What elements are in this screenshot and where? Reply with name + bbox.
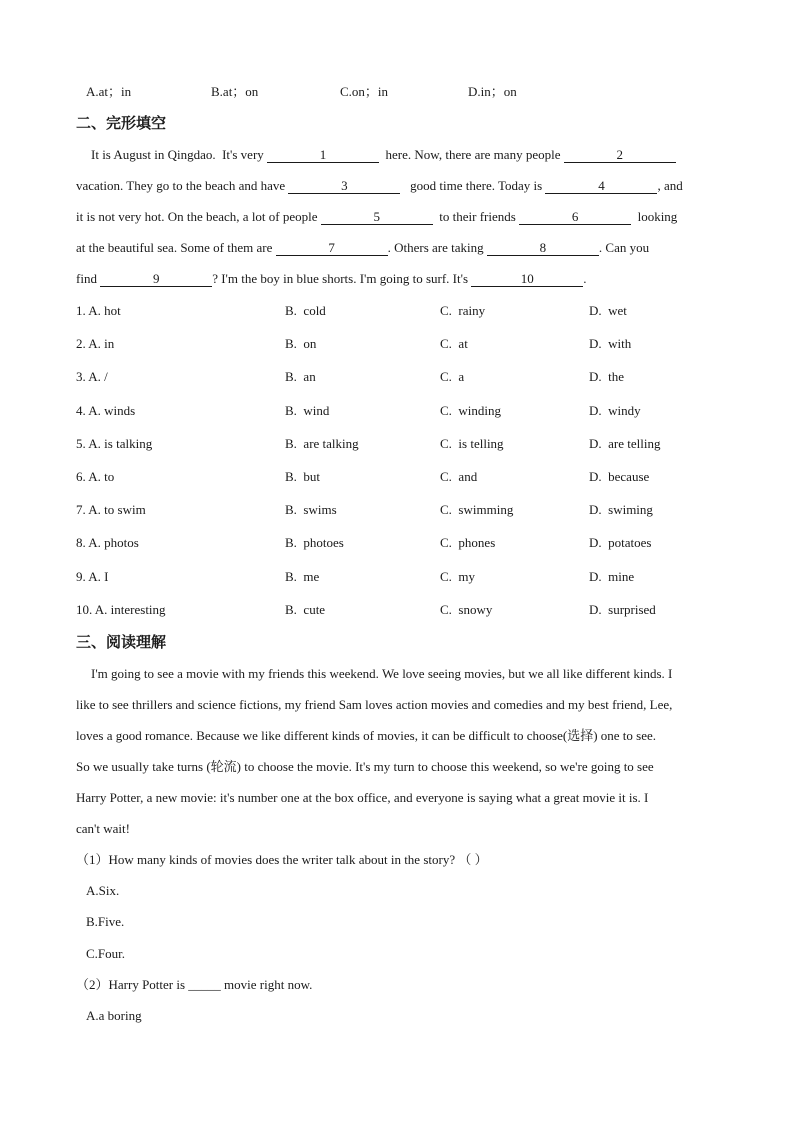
- passage-line: So we usually take turns (轮流) to choose the movie. It's my turn to choose this weekend, so we're going to see: [76, 759, 654, 774]
- cloze-blank: 2: [564, 148, 676, 163]
- cloze-line: [76, 240, 649, 256]
- question-1: （1）How many kinds of movies does the writer talk about in the story? （ ）: [76, 852, 488, 867]
- cloze-text: . Can you: [598, 240, 650, 255]
- q2-option-a: A.a boring: [86, 1008, 142, 1023]
- top-option-b: B.at；on: [211, 84, 259, 99]
- cloze-text: find: [76, 271, 101, 286]
- question-option-a: 7. A. to swim: [76, 502, 146, 517]
- cloze-text: looking: [631, 209, 678, 224]
- question-2: （2）Harry Potter is _____ movie right now.: [76, 977, 313, 992]
- question-option-a: 4. A. winds: [76, 403, 136, 418]
- passage-line: like to see thrillers and science fictions, my friend Sam loves action movies and comedies and my best friend, Lee,: [76, 697, 673, 712]
- question-option-d: D. swiming: [589, 502, 653, 517]
- passage-line: I'm going to see a movie with my friends this weekend. We love seeing movies, but we all like different kinds. I: [91, 666, 673, 681]
- q1-option-c: C.Four.: [86, 946, 126, 961]
- top-option-c: C.on；in: [340, 84, 389, 99]
- question-option-a: 6. A. to: [76, 469, 115, 484]
- question-option-a: 10. A. interesting: [76, 602, 166, 617]
- question-option-d: D. wet: [589, 303, 627, 318]
- question-option-c: C. swimming: [440, 502, 514, 517]
- passage-line: can't wait!: [76, 821, 130, 836]
- question-option-b: B. on: [285, 336, 317, 351]
- question-option-d: D. because: [589, 469, 650, 484]
- question-option-a: 1. A. hot: [76, 303, 121, 318]
- section3-heading: 三、阅读理解: [76, 633, 167, 651]
- passage-line: Harry Potter, a new movie: it's number one at the box office, and everyone is saying what a great movie it is. I: [76, 790, 649, 805]
- question-option-c: C. and: [440, 469, 478, 484]
- question-option-a: 5. A. is talking: [76, 436, 153, 451]
- cloze-blank: 7: [276, 241, 388, 256]
- question-option-d: D. with: [589, 336, 632, 351]
- cloze-text: .: [583, 271, 587, 286]
- question-option-a: 9. A. I: [76, 569, 109, 584]
- cloze-text: to their friends: [432, 209, 520, 224]
- cloze-text: here. Now, there are many people: [379, 147, 564, 162]
- question-option-c: C. snowy: [440, 602, 493, 617]
- question-option-b: B. photoes: [285, 535, 344, 550]
- question-option-c: C. winding: [440, 403, 502, 418]
- question-option-c: C. a: [440, 369, 465, 384]
- question-option-b: B. an: [285, 369, 316, 384]
- section2-heading: 二、完形填空: [76, 114, 167, 132]
- question-option-b: B. swims: [285, 502, 337, 517]
- cloze-blank: 4: [545, 179, 657, 194]
- question-option-d: D. potatoes: [589, 535, 652, 550]
- question-option-b: B. are talking: [285, 436, 359, 451]
- cloze-blank: 5: [321, 210, 433, 225]
- cloze-blank: 1: [267, 148, 379, 163]
- cloze-line: [76, 271, 587, 287]
- question-option-d: D. surprised: [589, 602, 656, 617]
- question-option-c: C. at: [440, 336, 468, 351]
- question-option-b: B. cold: [285, 303, 326, 318]
- cloze-text: , and: [657, 178, 683, 193]
- cloze-text: it is not very hot. On the beach, a lot of people: [76, 209, 321, 224]
- q1-option-a: A.Six.: [86, 883, 120, 898]
- cloze-line: [76, 178, 683, 194]
- cloze-text: It is August in Qingdao. It's very: [91, 147, 268, 162]
- question-option-b: B. me: [285, 569, 320, 584]
- question-option-a: 2. A. in: [76, 336, 115, 351]
- question-option-b: B. wind: [285, 403, 330, 418]
- cloze-blank: 3: [288, 179, 400, 194]
- question-option-c: C. my: [440, 569, 476, 584]
- question-option-d: D. are telling: [589, 436, 661, 451]
- question-option-d: D. the: [589, 369, 625, 384]
- cloze-text: good time there. Today is: [400, 178, 546, 193]
- cloze-blank: 6: [519, 210, 631, 225]
- passage-line: loves a good romance. Because we like different kinds of movies, it can be difficult to choose(选择) one to see.: [76, 728, 657, 743]
- question-option-b: B. cute: [285, 602, 326, 617]
- question-option-c: C. phones: [440, 535, 496, 550]
- cloze-line: [76, 209, 677, 225]
- cloze-text: vacation. They go to the beach and have: [76, 178, 289, 193]
- question-option-d: D. mine: [589, 569, 635, 584]
- cloze-text: ? I'm the boy in blue shorts. I'm going to surf. It's: [212, 271, 472, 286]
- question-option-d: D. windy: [589, 403, 641, 418]
- cloze-line: [91, 147, 676, 163]
- cloze-blank: 8: [487, 241, 599, 256]
- cloze-text: . Others are taking: [387, 240, 487, 255]
- top-option-d: D.in；on: [468, 84, 517, 99]
- q1-option-b: B.Five.: [86, 914, 125, 929]
- cloze-text: at the beautiful sea. Some of them are: [76, 240, 276, 255]
- question-option-a: 3. A. /: [76, 369, 108, 384]
- top-option-a: A.at；in: [86, 84, 132, 99]
- question-option-c: C. is telling: [440, 436, 504, 451]
- question-option-b: B. but: [285, 469, 321, 484]
- cloze-blank: 10: [471, 272, 583, 287]
- question-option-a: 8. A. photos: [76, 535, 139, 550]
- question-option-c: C. rainy: [440, 303, 486, 318]
- cloze-blank: 9: [100, 272, 212, 287]
